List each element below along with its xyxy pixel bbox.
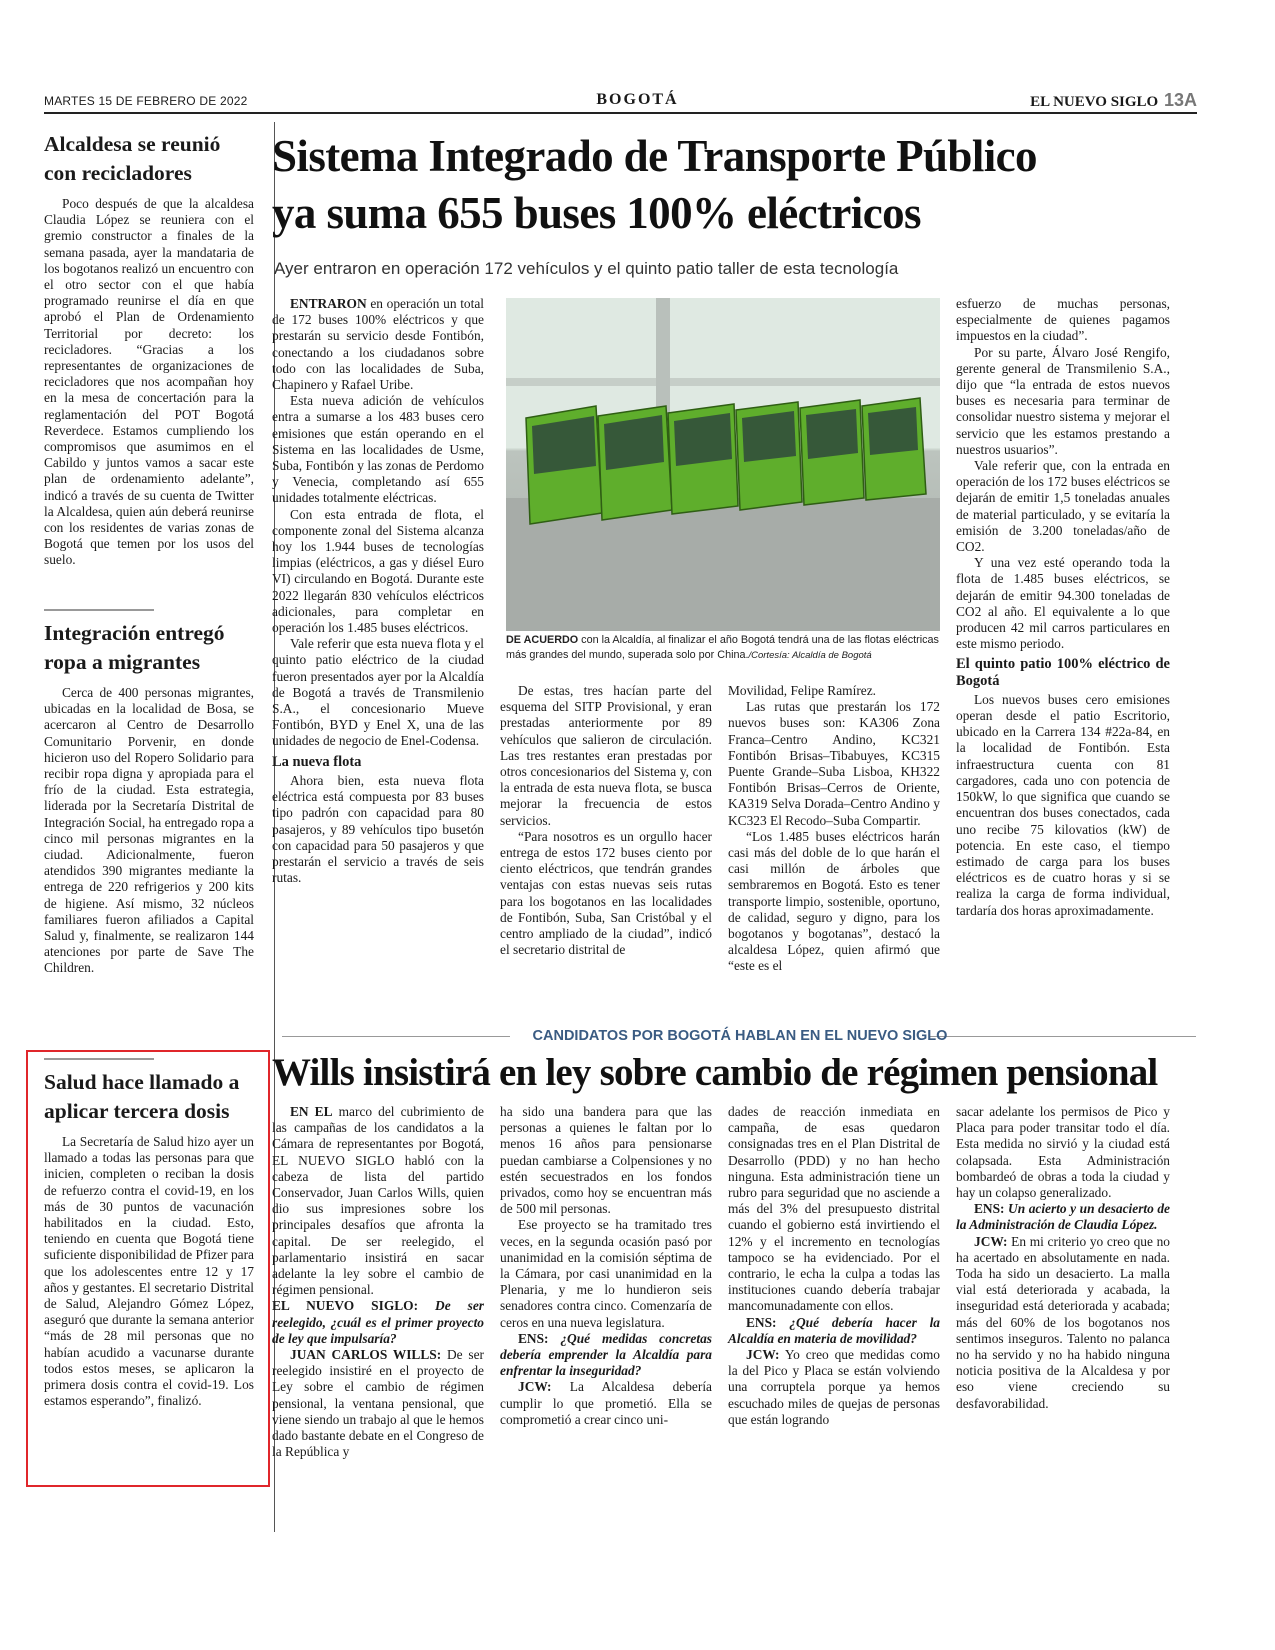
paragraph: Cerca de 400 personas migrantes, ubicadas en la localidad de Bosa, se acercaron al Centro de Desarrollo Comunitario Porvenir, en donde hicieron uso del Ropero Solidario para recibir ropa digna y apropiada para el frío de la ciudad. Esta estrategia, liderada por la Secretaría Distrital de Integración Social, ha entregado ropa a cinco mil personas migrantes en la ciudad. Adicionalmente, fueron atendidos 390 migrantes mediante la entrega de 220 refrigerios y 200 kits de higiene. Así mismo, 32 núcleos familiares fueron afiliados a Capital Salud y, finalmente, se realizaron 144 atenciones por parte de Save The Children. — [44, 685, 254, 976]
wills-column-3 — [728, 1104, 940, 1428]
photo-credit: /Cortesía: Alcaldía de Bogotá — [748, 649, 872, 661]
paragraph-text: marco del cubrimiento de las campañas de los candidatos a la Cámara de representantes por Bogotá, EL NUEVO SIGLO habló con la cabeza de lista del partido Conservador, Juan Carlos Wills, quien dio sus impresiones sobre los principales desafíos que afronta la capital. De ser reelegido, el parlamentario insistirá en sacar adelante la ley sobre el cambio de régimen pensional. — [272, 1104, 484, 1298]
question-text: ¿Qué medidas concretas debería emprender la Alcaldía para enfrentar la inseguridad? — [500, 1330, 712, 1379]
paragraph: Ese proyecto se ha tramitado tres veces, en la segunda ocasión pasó por unanimidad en la comisión séptima de la Cámara, por casi unanimidad en la Plenaria, y me lo hundieron seis senadores contra cinco. Comenzaría de ceros en una nueva legislatura. — [500, 1217, 712, 1330]
speaker-label: ENS: — [518, 1330, 549, 1346]
main-column-3 — [728, 683, 940, 975]
answer — [272, 1347, 484, 1460]
speaker-label: JUAN CARLOS WILLS: — [290, 1347, 442, 1363]
paragraph: De estas, tres hacían parte del esquema del SITP Provisional, y eran prestadas anteriormente por 89 vehículos que salieron de circulación. Las tres restantes eran prestadas por otros concesionarios del Sistema y, con la entrada de esta nueva flota, se busca mejorar la frecuencia de estos servicios. — [500, 683, 712, 828]
paragraph: sacar adelante los permisos de Pico y Placa para poder transitar todo el día. Esta medida no sirvió y la ciudad está colapsada. Esta Administración bombardeó de obras a toda la ciudad y hay un colapso generalizado. — [956, 1104, 1170, 1201]
bus-photo-illustration — [506, 298, 940, 631]
paragraph: Por su parte, Álvaro José Rengifo, gerente general de Transmilenio S.A., dijo que “la entrada de estos nuevos buses es necesaria para terminar de consolidar nuestro sistema y mejorar el servicio que les estamos prestando a nuestros usuarios”. — [956, 344, 1170, 457]
paragraph: Movilidad, Felipe Ramírez. — [728, 683, 877, 698]
answer — [728, 1347, 940, 1428]
question — [272, 1298, 484, 1347]
story-body — [44, 1134, 254, 1409]
paragraph: Y una vez esté operando toda la flota de 1.485 buses eléctricos, se dejarán de emitir 94.300 toneladas de CO2 al año. El equivalente a lo que producen 42 mil carros particulares en este mismo periodo. — [956, 555, 1170, 652]
section-kicker: CANDIDATOS POR BOGOTÁ HABLAN EN EL NUEVO SIGLO — [532, 1028, 948, 1044]
question — [956, 1201, 1170, 1233]
paragraph: La Secretaría de Salud hizo ayer un llamado a todas las personas para que inicien, completen o reciban la dosis de refuerzo contra el covid-19, en los más de 30 puntos de vacunación habilitados en la ciudad. Esto, teniendo en cuenta que Bogotá tiene suficiente disponibilidad de Pfizer para que los adolescentes entre 12 y 17 años y gestantes. El secretario Distrital de Salud, Alejandro Gómez López, aseguró que durante la semana anterior “más de 28 mil personas que no habían acudido a vacunarse durante todos estos meses, se aplicaron la primera dosis contra el covid-19. Los estamos esperando”, finalizó. — [44, 1134, 254, 1409]
paragraph: Esta nueva adición de vehículos entra a sumarse a los 483 buses cero emisiones que están operando en el Sistema en las localidades de Usme, Suba, Fontibón y las zonas de Perdomo y Venecia, completando así 655 unidades totalmente eléctricas. — [272, 393, 484, 506]
headline-line: ya suma 655 buses 100% eléctricos — [272, 188, 921, 238]
paragraph — [272, 296, 484, 393]
paragraph: Poco después de que la alcaldesa Claudia López se reuniera con el gremio constructor a finales de la semana pasada, ayer la mandataria de los bogotanos realizó un encuentro con el otro sector con el que había programado reunirse el día en que aprobó el Plan de Ordenamiento Territorial por decreto: los recicladores. “Gracias a los representantes de organizaciones de recicladores que nos acompañan hoy en la mesa de concertación para la reglamentación del POT Bogotá Reverdece. Estamos cumpliendo los compromisos que asumimos en el Cabildo y juntos vamos a sacar este plan de ordenamiento adelante”, indicó a través de su cuenta de Twitter la Alcaldesa, quien aún deberá reunirse con los residentes de varias zonas de Bogotá que temen por los usos del suelo. — [44, 196, 254, 568]
subhead: El quinto patio 100% eléctrico de Bogotá — [956, 656, 1170, 689]
caption-text: con la Alcaldía, al finalizar el año Bogotá tendrá una de las flotas eléctricas más grandes del mundo, superada solo por China. — [506, 634, 939, 661]
wills-headline: Wills insistirá en ley sobre cambio de régimen pensional — [272, 1051, 1158, 1094]
wills-column-2 — [500, 1104, 712, 1428]
sidebar-story-migrantes — [44, 609, 254, 977]
paragraph: “Para nosotros es un orgullo hacer entrega de estos 172 buses ciento por ciento eléctricos, que tendrán grandes ventajas con estas nuevas seis rutas para los bogotanos en las localidades de Fontibón, Suba, San Cristóbal y el centro ampliado de la ciudad”, indicó el secretario distrital de — [500, 828, 712, 958]
answer-text: De ser reelegido insistiré en el proyecto de Ley sobre el cambio de régimen pensional, la ventana pensional, que viene siendo un trabajo al que le hemos dado bastante debate en el Congreso de la República y — [272, 1347, 484, 1460]
story-body — [44, 196, 254, 569]
bus-fleet-photo — [506, 298, 940, 631]
caption-lead: DE ACUERDO — [506, 634, 579, 646]
answer-text: La Alcaldesa debería cumplir lo que prometió. Ella se comprometió a crear cinco uni- — [500, 1379, 712, 1427]
sidebar-story-recicladores — [44, 130, 254, 569]
lead-word: ENTRARON — [290, 296, 367, 311]
paragraph: Los nuevos buses cero emisiones operan desde el patio Escritorio, ubicado en la Carrera 134 #22a-84, en la localidad de Fontibón. Esta infraestructura cuenta con 81 cargadores, cada uno con potencia de 150kW, lo que significa que cuando se encuentran dos buses conectados, cada uno recibe 75 kilovatios (kW) de potencia. En este caso, el tiempo estimado de carga para los buses eléctricos es de cuatro horas y si se realiza la carga de forma individual, tardaría dos horas aproximadamente. — [956, 691, 1170, 918]
answer-text: En mi criterio yo creo que no ha acertado en absolutamente en nada. Toda ha sido un desacierto. La malla vial está deteriorada y acabada, la inseguridad está deteriorada y acabada; más del 60% de los bogotanos nos sentimos inseguros. Talento no palanca no ha servido y no ha habido ninguna noticia positiva de la Alcaldesa y por eso viene creciendo su desfavorabilidad. — [956, 1233, 1170, 1411]
paragraph: esfuerzo de muchas personas, especialmente de quienes pagamos impuestos en la ciudad”. — [956, 296, 1170, 344]
main-column-4 — [956, 296, 1170, 919]
main-deck: Ayer entraron en operación 172 vehículos y el quinto patio taller de esta tecnología — [274, 259, 899, 278]
speaker-label: ENS: — [974, 1201, 1005, 1217]
story-rule — [44, 609, 154, 611]
question-text: ¿Qué debería hacer la Alcaldía en materia de movilidad? — [728, 1314, 940, 1346]
story-title: Salud hace llamado a aplicar tercera dosis — [44, 1070, 240, 1123]
paragraph: Vale referir que, con la entrada en operación de los 172 buses eléctricos se dejarán de emitir 1,5 toneladas anuales de material particulado, y se evitaría la emisión de 3.200 toneladas/año de CO2. — [956, 458, 1170, 555]
masthead-brand — [1030, 90, 1197, 111]
paragraph: Ahora bien, esta nueva flota eléctrica está compuesta por 83 buses tipo padrón con capacidad para 80 pasajeros, y 89 vehículos tipo busetón con capacidad para 50 pasajeros y que prestarán el servicio a través de seis rutas. — [272, 772, 484, 886]
speaker-label: ENS: — [746, 1314, 777, 1330]
story-body — [44, 685, 254, 977]
question-text: De ser reelegido, ¿cuál es el primer proyecto de ley que impulsaría? — [272, 1298, 484, 1346]
paragraph: dades de reacción inmediata en campaña, de esas quedaron consignadas tres en el Plan Distrital de Desarrollo (PDD) y no han hecho ninguna. Esta administración tiene un rubro para seguridad que no asciende a más del 3% del presupuesto distrital cuando el gobierno está invirtiendo el 12% y el incremento en tecnologías tampoco se ha evidenciado. Por el contrario, le echa la culpa a todas las instituciones cuando debería trabajar mancomunadamente con ellos. — [728, 1104, 940, 1314]
answer — [956, 1234, 1170, 1412]
story-title: Integración entregó ropa a migrantes — [44, 621, 225, 674]
page-number: 13A — [1163, 90, 1197, 110]
paragraph: “Los 1.485 buses eléctricos harán casi más del doble de lo que harán el casi millón de árboles que sembraremos en Bogotá. Esto es tener transporte limpio, sostenible, oportuno, de calidad, seguro y digno, para los bogotanos y bogotanas”, destacó la alcaldesa López, quien afirmó que “este es el — [728, 828, 940, 974]
wills-column-1 — [272, 1104, 484, 1460]
paragraph — [272, 1104, 484, 1298]
speaker-label: JCW: — [746, 1347, 780, 1363]
question — [500, 1331, 712, 1380]
answer-text: Yo creo que medidas como la del Pico y Placa se están volviendo una corruptela porque ya hemos escuchado miles de quejas de personas que están logrando — [728, 1347, 940, 1427]
story-title: Alcaldesa se reunió con recicladores — [44, 132, 221, 185]
speaker-label: EL NUEVO SIGLO: — [272, 1298, 419, 1314]
paragraph: ha sido una bandera para que las personas a quienes le faltan por lo menos 16 años para pensionarse puedan cambiarse a Colpensiones y no estén secuestrados en los fondos privados, como hoy se encuentran más de 500 mil personas. — [500, 1104, 712, 1217]
question-text: Un acierto y un desacierto de la Administración de Claudia López. — [956, 1201, 1170, 1233]
speaker-label: JCW: — [518, 1379, 552, 1395]
wills-column-4 — [956, 1104, 1170, 1412]
main-column-2 — [500, 683, 712, 958]
main-column-1 — [272, 296, 484, 886]
answer — [500, 1379, 712, 1428]
section-name: BOGOTÁ — [596, 91, 679, 108]
subhead: La nueva flota — [272, 753, 362, 770]
brand-name: EL NUEVO SIGLO — [1030, 94, 1159, 110]
headline-line: Sistema Integrado de Transporte Público — [272, 131, 1037, 181]
speaker-label: JCW: — [974, 1233, 1008, 1249]
paragraph-text: en operación un total de 172 buses 100% eléctricos y que prestarán su servicio desde Fontibón, conectando a los ciudadanos sobre todo con las localidades de Suba, Chapinero y Rafael Uribe. — [272, 296, 484, 393]
main-headline — [272, 128, 1197, 242]
question — [728, 1315, 940, 1347]
paragraph: Vale referir que esta nueva flota y el quinto patio eléctrico de la ciudad fueron presentados ayer por la Alcaldía de Bogotá a través de Transmilenio S.A., el concesionario Mueve Fontibón, BYD y Enel X, una de las unidades de negocio de Enel-Codensa. — [272, 636, 484, 749]
sidebar-story-salud — [44, 1058, 254, 1409]
lead-word: EN EL — [290, 1104, 333, 1119]
story-rule — [44, 1058, 154, 1060]
header-rule — [44, 112, 1197, 114]
issue-date: MARTES 15 DE FEBRERO DE 2022 — [44, 94, 248, 108]
paragraph: Con esta entrada de flota, el componente zonal del Sistema alcanza hoy los 1.944 buses de tecnologías limpias (eléctricos, a gas y diésel Euro VI) circulando en Bogotá. Durante este 2022 llegarán 830 vehículos eléctricos adicionales, para completar en operación los 1.485 buses eléctricos. — [272, 506, 484, 636]
photo-caption — [506, 633, 946, 663]
paragraph: Las rutas que prestarán los 172 nuevos buses son: KA306 Zona Franca–Centro Andino, KC321 Fontibón Brisas–Tibabuyes, KC315 Puente Grande–Suba Lisboa, KH322 Fontibón Brisas–Cerros de Oriente, KA319 Selva Dorada–Centro Andino y KC323 El Recodo–Suba Compartir. — [728, 699, 940, 828]
